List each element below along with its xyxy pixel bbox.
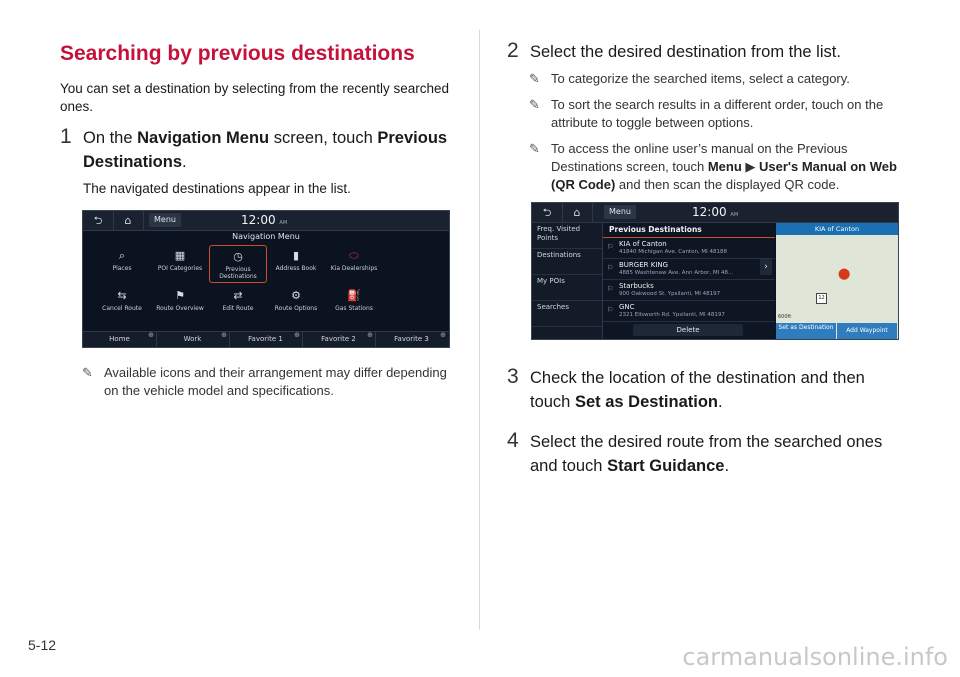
step-number: 1 (60, 125, 72, 148)
note-text: and then scan the displayed QR code. (615, 177, 840, 192)
menu-grid (93, 245, 383, 331)
note-bold: Menu (707, 159, 742, 174)
step-text: Select the desired destination from the list. (530, 43, 841, 61)
menu-item-address-book[interactable] (267, 245, 325, 283)
map-preview[interactable] (776, 223, 898, 339)
route-shield: 12 (816, 293, 827, 304)
plus-icon: ⊕ (148, 331, 154, 339)
step-number: 4 (507, 429, 519, 452)
category-sidebar (532, 223, 603, 339)
list-item[interactable] (603, 301, 775, 322)
plus-icon: ⊕ (294, 331, 300, 339)
menu-item-edit-route[interactable] (209, 285, 267, 323)
menu-item-route-options[interactable] (267, 285, 325, 323)
plus-icon: ⊕ (221, 331, 227, 339)
menu-item-label: POI Categories (157, 265, 203, 272)
menu-item-label: Address Book (275, 265, 317, 272)
favorite-label: Home (109, 335, 130, 343)
poi-icon: ▦ (174, 249, 186, 262)
screen-top-bar (83, 211, 449, 231)
favorite-label: Favorite 3 (394, 335, 429, 343)
clock-time: 12:00 (241, 213, 276, 227)
watermark: carmanualsonline.info (682, 643, 948, 671)
flag-icon: ⚐ (607, 306, 614, 314)
note (529, 140, 902, 194)
note (529, 70, 902, 88)
flag-icon: ⚐ (607, 285, 614, 293)
route-options-icon: ⚙ (291, 289, 301, 302)
magnifier-icon: ⌕ (118, 249, 126, 262)
note-text: Available icons and their arrangement may differ depending on the vehicle model and specifications. (104, 365, 447, 398)
step-number: 3 (507, 365, 519, 388)
page-number: 5-12 (28, 637, 57, 653)
menu-item-previous-destinations[interactable] (209, 245, 267, 283)
note (82, 364, 452, 400)
step-text: Select the desired route from the searched ones and touch (530, 433, 883, 475)
menu-item-label: Places (112, 265, 132, 272)
menu-item-label: Kia Dealerships (330, 265, 378, 272)
item-address: 41840 Michigan Ave. Canton, MI 48188 (619, 249, 728, 255)
note-text: To sort the search results in a different order, touch on the attribute to toggle between options. (551, 97, 884, 130)
edit-route-icon: ⇄ (233, 289, 243, 302)
favorite-label: Work (183, 335, 202, 343)
category-destinations[interactable]: Destinations (532, 249, 602, 275)
plus-icon: ⊕ (367, 331, 373, 339)
back-icon[interactable]: ⮌ (532, 203, 563, 222)
pencil-icon: ✎ (529, 141, 540, 156)
section-title: Searching by previous destinations (60, 42, 415, 65)
list-item[interactable] (603, 280, 775, 301)
menu-item-poi-categories[interactable] (151, 245, 209, 283)
home-icon[interactable]: ⌂ (562, 203, 593, 222)
list-item[interactable] (603, 259, 775, 280)
pencil-icon: ✎ (82, 365, 93, 380)
location-marker-icon: ⬤ (838, 267, 851, 280)
spacer (507, 420, 902, 430)
flag-icon: ⚐ (607, 243, 614, 251)
step-bold: Start Guidance (607, 457, 725, 475)
favorite-work[interactable] (156, 332, 230, 347)
home-icon[interactable]: ⌂ (113, 211, 144, 230)
step-bold: Navigation Menu (137, 129, 270, 147)
menu-item-label: Cancel Route (102, 305, 142, 312)
item-name: BURGER KING (619, 261, 669, 269)
navigation-menu-screen (82, 210, 450, 348)
book-icon: ▮ (292, 249, 300, 262)
menu-item-label: Route Options (274, 305, 318, 312)
back-icon[interactable]: ⮌ (83, 211, 114, 230)
item-name: Starbucks (619, 282, 654, 290)
pencil-icon: ✎ (529, 97, 540, 112)
menu-button[interactable]: Menu (604, 205, 636, 219)
menu-button[interactable]: Menu (149, 213, 181, 227)
fuel-icon: ⛽ (347, 289, 361, 302)
category-freq-visited[interactable]: Freq. Visited Points (532, 223, 602, 249)
item-name: KIA of Canton (619, 240, 667, 248)
favorites-bar (83, 331, 449, 347)
destination-list (603, 223, 775, 339)
cancel-route-icon: ⇆ (117, 289, 127, 302)
menu-item-gas-stations[interactable] (325, 285, 383, 323)
menu-item-cancel-route[interactable] (93, 285, 151, 323)
step-1-result: The navigated destinations appear in the list. (83, 181, 351, 196)
list-title: Previous Destinations (603, 223, 775, 238)
clock (692, 204, 738, 224)
favorite-2[interactable] (302, 332, 376, 347)
menu-item-label: Route Overview (156, 305, 204, 312)
item-address: 4885 Washtenaw Ave. Ann Arbor, MI 48... (619, 270, 734, 276)
clock (241, 212, 287, 232)
step-bold: Previous Destinations (83, 129, 448, 171)
step-number: 2 (507, 39, 519, 62)
step-4 (507, 430, 902, 478)
chevron-right-icon[interactable]: › (760, 259, 772, 275)
screen-title: Navigation Menu (232, 232, 300, 241)
list-item[interactable] (603, 238, 775, 259)
item-address: 900 Oakwood St. Ypsilanti, MI 48197 (619, 291, 721, 297)
step-2 (507, 40, 902, 64)
category-my-pois[interactable]: My POIs (532, 275, 602, 301)
favorite-1[interactable] (229, 332, 303, 347)
delete-button[interactable]: Delete (633, 324, 743, 336)
step-1 (60, 126, 452, 174)
right-column (507, 40, 902, 484)
favorite-home[interactable] (83, 332, 157, 347)
note (529, 96, 902, 132)
pencil-icon: ✎ (529, 71, 540, 86)
step-text: Check the location of the destination and then touch (530, 369, 865, 411)
previous-destinations-screen (531, 202, 899, 340)
favorite-label: Favorite 2 (321, 335, 356, 343)
left-column (60, 40, 452, 408)
intro-text: You can set a destination by selecting from the recently searched ones. (60, 81, 449, 114)
clock-time: 12:00 (692, 205, 727, 219)
map-title: KIA of Canton (776, 223, 898, 235)
step-text: . (182, 153, 187, 171)
set-as-destination-button[interactable]: Set as Destination (776, 323, 836, 339)
item-address: 2321 Ellsworth Rd. Ypsilanti, MI 48197 (619, 312, 725, 318)
plus-icon: ⊕ (440, 331, 446, 339)
note-text: To access the online user’s manual on the Previous Destinations screen, touch (551, 141, 848, 174)
arrow-icon: ▶ (741, 159, 759, 174)
step-text: screen, touch (269, 129, 378, 147)
clock-ampm: AM (279, 220, 288, 226)
note-bold: User's Manual on Web (QR Code) (551, 159, 897, 192)
kia-logo-icon: ⬭ (349, 249, 359, 262)
history-icon: ◷ (233, 250, 243, 263)
menu-item-kia-dealerships[interactable] (325, 245, 383, 283)
menu-item-label: Edit Route (222, 305, 254, 312)
add-waypoint-button[interactable]: Add Waypoint (837, 323, 897, 339)
map-scale: 600ft (778, 314, 792, 320)
category-searches[interactable]: Searches (532, 301, 602, 327)
step-3 (507, 366, 902, 414)
menu-item-route-overview[interactable] (151, 285, 209, 323)
step-text: On the (83, 129, 138, 147)
menu-item-label: Gas Stations (335, 305, 373, 312)
favorite-label: Favorite 1 (248, 335, 283, 343)
screen-top-bar (532, 203, 898, 223)
clock-ampm: AM (730, 212, 739, 218)
step-bold: Set as Destination (574, 393, 718, 411)
note-text: To categorize the searched items, select a category. (551, 71, 850, 86)
column-divider (479, 30, 480, 630)
favorite-3[interactable] (375, 332, 448, 347)
step-text: . (724, 457, 730, 475)
route-overview-icon: ⚑ (175, 289, 185, 302)
flag-icon: ⚐ (607, 264, 614, 272)
menu-item-label: Previous Destinations (219, 266, 257, 280)
step-text: . (718, 393, 723, 411)
item-name: GNC (619, 303, 635, 311)
menu-item-places[interactable] (93, 245, 151, 283)
